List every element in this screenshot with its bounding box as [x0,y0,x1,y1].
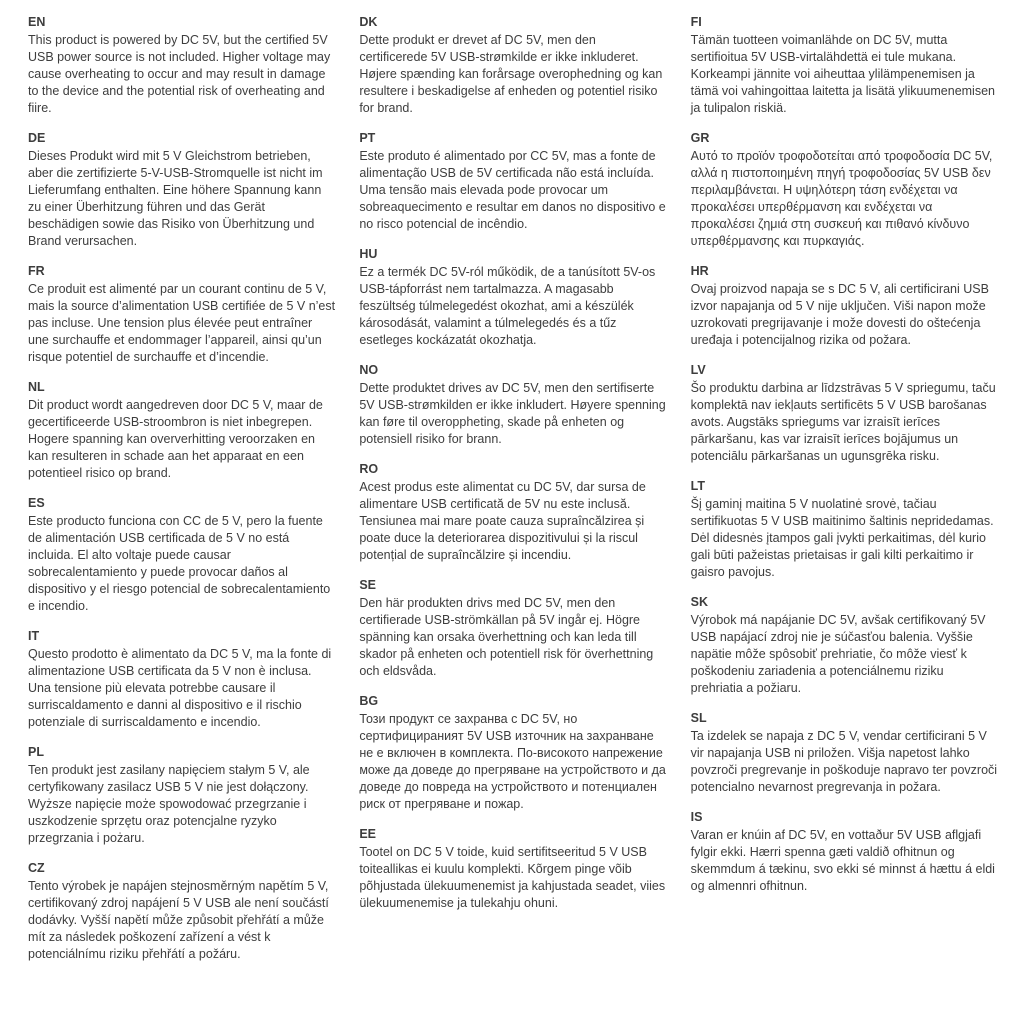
notice-text: Ce produit est alimenté par un courant continu de 5 V, mais la source d’alimentation USB certifiée de 5 V n’est pas incluse. Une tension plus élevée peut entraîner une surchauffe et endommager l’appareil, ainsi qu’un risque potentiel de surchauffe et d’incendie. [28,282,336,364]
language-code-label: LV [690,363,706,377]
language-section-ee [359,826,666,912]
notice-text: Ez a termék DC 5V-ról működik, de a tanúsított 5V-os USB-tápforrást nem tartalmazza. A magasabb feszültség túlmelegedést okozhat, ami a készülék károsodását, valamint a túlmelegedés és a tűz esetleges kockázatát okozhatja. [359,265,656,347]
notice-text: Dette produktet drives av DC 5V, men den sertifiserte 5V USB-strømkilden er ikke inkludert. Høyere spenning kan føre til overoppheting, skade på enheten og potensiell risiko for brann. [359,381,666,446]
notice-text: Den här produkten drivs med DC 5V, men den certifierade USB-strömkällan på 5V ingår ej. Högre spänning kan orsaka överhettning och kan leda till skador på enheten och potentiell risk för överhettning och eldsvåda. [359,596,654,678]
language-section-nl [28,379,335,482]
language-section-cz [28,860,335,963]
column-3 [691,14,998,1014]
language-section-pt [359,130,666,233]
language-section-ro [359,461,666,564]
language-code-label: PL [28,745,44,759]
language-code-label: SL [690,711,707,725]
language-code-label: CZ [28,861,45,875]
notice-text: Šį gaminį maitina 5 V nuolatinė srovė, tačiau sertifikuotas 5 V USB maitinimo šaltinis nepridedamas. Dėl didesnės įtampos gali įvykti perkaitimas, dėl kurio gali būti pažeistas prietaisas ir gali kilti perkaitimo ir gaisro pavojus. [690,497,994,579]
language-section-pl [28,744,335,847]
notice-text: Šo produktu darbina ar līdzstrāvas 5 V spriegumu, taču komplektā nav iekļauts sertificēts 5 V USB barošanas avots. Augstāks spriegums var izraisīt ierīces pārkaršanu, kas var izraisīt ierīces bojājumus un potenciālu pārkaršanas un ugunsgrēka risku. [690,381,996,463]
language-section-fi [691,14,998,117]
language-section-en [28,14,335,117]
notice-text: Tootel on DC 5 V toide, kuid sertifitseeritud 5 V USB toiteallikas ei kuulu komplekti. Kõrgem pinge võib põhjustada ülekuumenemist ja kahjustada seadet, viies ülekuumenemise ja tulekahju ohuni. [359,845,666,910]
notice-text: Dit product wordt aangedreven door DC 5 V, maar de gecertificeerde USB-stroombron is niet inbegrepen. Hogere spanning kan oververhitting veroorzaken en kan resulteren in schade aan het apparaat en een potentieel risico op brand. [28,398,323,480]
language-code-label: PT [359,131,376,145]
notice-text: Este produto é alimentado por CC 5V, mas a fonte de alimentação USB de 5V certificada não está incluída. Uma tensão mais elevada pode provocar um sobreaquecimento e resultar em danos no dispositivo e no risco potencial de incêndio. [359,149,666,231]
language-code-label: FR [28,264,45,278]
language-section-de [28,130,335,250]
language-section-is [691,809,998,895]
language-code-label: LT [690,479,705,493]
notice-text: Varan er knúin af DC 5V, en vottaður 5V USB aflgjafi fylgir ekki. Hærri spenna gæti valdið ofhitnun og skemmdum á tækinu, svo ekki sé minnst á hættu á eldi og almennri ofhitnun. [690,828,995,893]
language-code-label: NO [359,363,379,377]
column-1 [28,14,335,1014]
language-code-label: IS [690,810,703,824]
language-code-label: SK [690,595,709,609]
notice-text: Dieses Produkt wird mit 5 V Gleichstrom betrieben, aber die zertifizierte 5-V-USB-Stromquelle ist nicht im Lieferumfang enthalten. Eine höhere Spannung kann zu einer Überhitzung führen und das Gerät beschädigen sowie das Risiko von Überhitzung und Brand verursachen. [28,149,323,248]
notice-text: Този продукт се захранва с DC 5V, но сертифицираният 5V USB източник на захранване не е включен в комплекта. По-високото напрежение може да доведе до прегряване на устройството и да доведе до повреда на устройството и потенциален риск от прегряване и пожар. [359,712,666,811]
language-section-it [28,628,335,731]
language-code-label: EE [359,827,377,841]
language-code-label: IT [28,629,40,643]
language-code-label: GR [690,131,710,145]
language-section-dk [359,14,666,117]
language-code-label: DK [359,15,378,29]
language-section-lt [691,478,998,581]
column-2 [359,14,666,1014]
language-code-label: FI [690,15,702,29]
language-code-label: RO [359,462,379,476]
language-section-sk [691,594,998,697]
language-code-label: ES [28,496,45,510]
notice-text: Acest produs este alimentat cu DC 5V, dar sursa de alimentare USB certificată de 5V nu este inclusă. Tensiunea mai mare poate cauza supraîncălzirea și poate duce la deteriorarea dispozitivului și la riscul potențial de supraîncălzire și incendiu. [359,480,646,562]
notice-text: Ovaj proizvod napaja se s DC 5 V, ali certificirani USB izvor napajanja od 5 V nije uključen. Viši napon može uzrokovati pregrijavanje i može dovesti do oštećenja uređaja i potencijalnog rizika od požara. [690,282,989,347]
notice-text: Ten produkt jest zasilany napięciem stałym 5 V, ale certyfikowany zasilacz USB 5 V nie jest dołączony. Wyższe napięcie może spowodować przegrzanie i uszkodzenie sprzętu oraz potencjalne ryzyko przegrzania i pożaru. [28,763,310,845]
language-code-label: SE [359,578,377,592]
language-code-label: EN [28,15,46,29]
notice-text: Výrobok má napájanie DC 5V, avšak certifikovaný 5V USB napájací zdroj nie je súčasťou balenia. Vyššie napätie môže spôsobiť prehriatie, čo môže viesť k poškodeniu zariadenia a potenciálnemu riziku prehriatia a požiaru. [690,613,986,695]
language-section-hr [691,263,998,349]
language-section-lv [691,362,998,465]
notice-text: Tento výrobek je napájen stejnosměrným napětím 5 V, certifikovaný zdroj napájení 5 V USB ale není součástí dodávky. Vyšší napětí může způsobit přehřátí a může mít za následek poškození zařízení a vést k potenciálnímu riziku přehřátí a požáru. [28,879,329,961]
language-code-label: HU [359,247,378,261]
notice-text: Dette produkt er drevet af DC 5V, men den certificerede 5V USB-strømkilde er ikke inkluderet. Højere spænding kan forårsage overophedning og kan resultere i beskadigelse af enheden og potentiel risiko for brand. [359,33,663,115]
notice-text: Este producto funciona con CC de 5 V, pero la fuente de alimentación USB certificada de 5 V no está incluida. El alto voltaje puede causar sobrecalentamiento y puede provocar daños al dispositivo y el riesgo potencial de sobrecalentamiento e incendio. [28,514,331,613]
notice-text: Αυτό το προϊόν τροφοδοτείται από τροφοδοσία DC 5V, αλλά η πιστοποιημένη πηγή τροφοδοσίας 5V USB δεν περιλαμβάνεται. Η υψηλότερη τάση ενδέχεται να προκαλέσει υπερθέρμανση και ενδέχεται να προκαλέσει ζημιά στη συσκευή και πιθανό κίνδυνο υπερθέρμανσης και πυρκαγιάς. [690,149,993,248]
language-section-gr [691,130,998,250]
notice-text: Ta izdelek se napaja z DC 5 V, vendar certificirani 5 V vir napajanja USB ni priložen. Višja napetost lahko povzroči pregrevanje in poškoduje napravo ter povzroči potencialno nevarnost pregrevanja in požara. [690,729,998,794]
language-section-es [28,495,335,615]
notice-text: Questo prodotto è alimentato da DC 5 V, ma la fonte di alimentazione USB certificata da 5 V non è inclusa. Una tensione più elevata potrebbe causare il surriscaldamento e danni al dispositivo e il rischio potenziale di surriscaldamento e incendio. [28,647,332,729]
language-code-label: BG [359,694,379,708]
language-code-label: NL [28,380,45,394]
language-section-se [359,577,666,680]
notice-text: This product is powered by DC 5V, but the certified 5V USB power source is not included. Higher voltage may cause overheating to occur and may result in damage to the device and the potential risk of overheating and fiire. [28,33,331,115]
language-code-label: HR [690,264,709,278]
language-code-label: DE [28,131,46,145]
language-section-fr [28,263,335,366]
language-section-hu [359,246,666,349]
language-section-no [359,362,666,448]
language-section-bg [359,693,666,813]
notice-text: Tämän tuotteen voimanlähde on DC 5V, mutta sertifioitua 5V USB-virtalähdettä ei tule mukana. Korkeampi jännite voi aiheuttaa ylilämpenemisen ja tämä voi vahingoittaa laitetta ja lisätä ylikuumenemisen ja tulipalon riskiä. [690,33,995,115]
language-section-sl [691,710,998,796]
